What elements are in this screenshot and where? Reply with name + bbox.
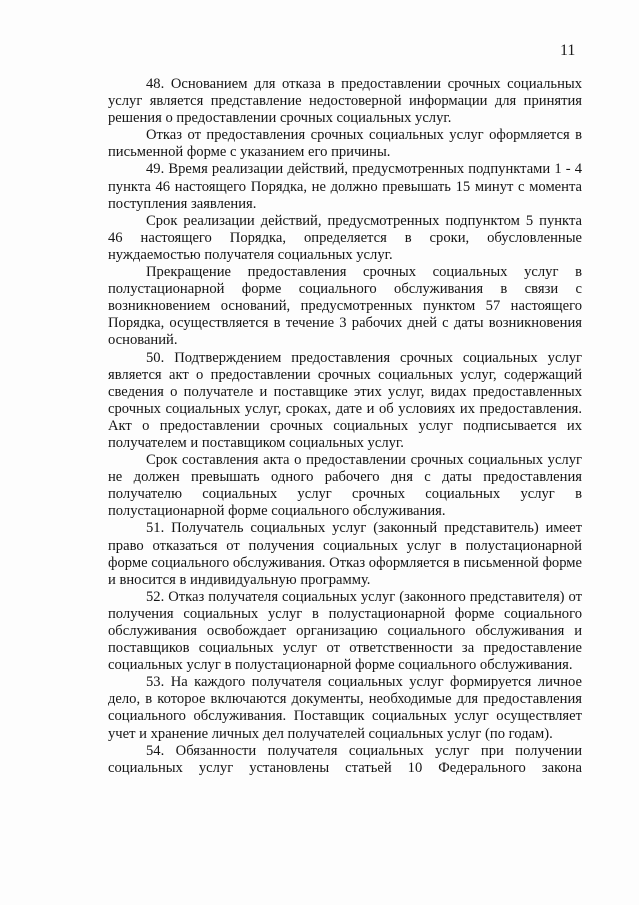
paragraph-49: 49. Время реализации действий, предусмотренных подпунктами 1 - 4 пункта 46 настоящего Порядка, не должно превышать 15 минут с момента поступления заявления.: [108, 161, 582, 212]
paragraph-49-term: Срок реализации действий, предусмотренных подпунктом 5 пункта 46 настоящего Порядка, определяется в сроки, обусловленные нуждаемостью получателя социальных услуг.: [108, 212, 582, 263]
paragraph-48: 48. Основанием для отказа в предоставлении срочных социальных услуг является представление недостоверной информации для принятия решения о предоставлении срочных социальных услуг.: [108, 76, 582, 127]
paragraph-50: 50. Подтверждением предоставления срочных социальных услуг является акт о предоставлении срочных социальных услуг, содержащий сведения о получателе и поставщике этих услуг, видах предоставленных срочных социальных услуг, сроках, дате и об условиях их предоставления. Акт о предоставлении срочных социальных услуг подписывается их получателем и поставщиком социальных услуг.: [108, 349, 582, 451]
paragraph-51: 51. Получатель социальных услуг (законный представитель) имеет право отказаться от получения социальных услуг в полустационарной форме социального обслуживания. Отказ оформляется в письменной форме и вносится в индивидуальную программу.: [108, 520, 582, 588]
paragraph-50-act-term: Срок составления акта о предоставлении срочных социальных услуг не должен превышать одного рабочего дня с даты предоставления получателю социальных услуг срочных социальных услуг в полустационарной форме социального обслуживания.: [108, 452, 582, 520]
page-number: 11: [560, 42, 576, 59]
paragraph-53: 53. На каждого получателя социальных услуг формируется личное дело, в которое включаются документы, необходимые для предоставления социального обслуживания. Поставщик социальных услуг осуществляет учет и хранение личных дел получателей социальных услуг (по годам).: [108, 674, 582, 742]
paragraph-52: 52. Отказ получателя социальных услуг (законного представителя) от получения социальных услуг в полустационарной форме социального обслуживания освобождает организацию социального обслуживания и поставщиков социальных услуг от ответственности за предоставление социальных услуг в полустационарной форме социального обслуживания.: [108, 588, 582, 674]
paragraph-49-termination: Прекращение предоставления срочных социальных услуг в полустационарной форме социального обслуживания в связи с возникновением оснований, предусмотренных пунктом 57 настоящего Порядка, осуществляется в течение 3 рабочих дней с даты возникновения оснований.: [108, 264, 582, 349]
document-body: [108, 76, 582, 777]
paragraph-48-refusal: Отказ от предоставления срочных социальных услуг оформляется в письменной форме с указанием его причины.: [108, 127, 582, 161]
paragraph-54: 54. Обязанности получателя социальных услуг при получении социальных услуг установлены статьей 10 Федерального закона: [108, 742, 582, 776]
